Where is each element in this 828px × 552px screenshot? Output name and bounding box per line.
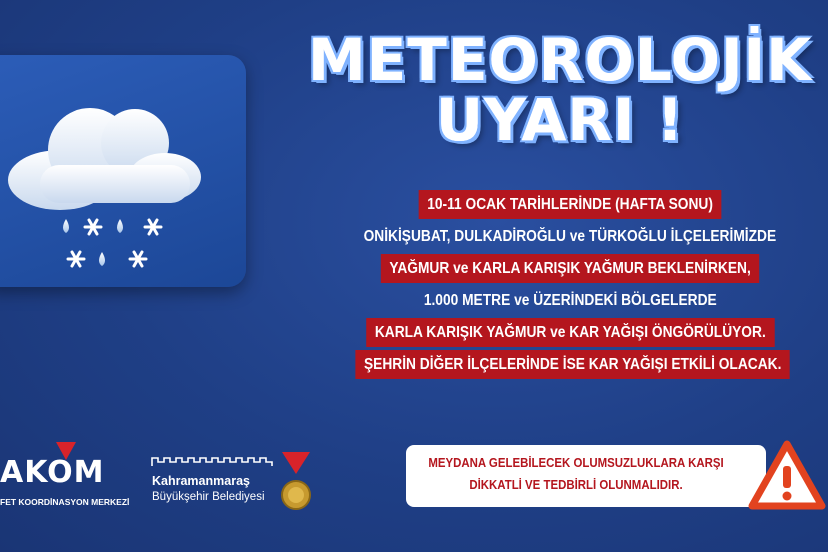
- notice-line-2: DİKKATLİ VE TEDBİRLİ OLUNMALIDIR.: [469, 477, 683, 492]
- municipality-name: Kahramanmaraş: [152, 474, 250, 488]
- warning-line: 1.000 METRE ve ÜZERİNDEKİ BÖLGELERDE: [423, 292, 717, 309]
- cloud-rain-snow-icon: [0, 55, 246, 287]
- warning-line: ONİKİŞUBAT, DULKADİROĞLU ve TÜRKOĞLU İLÇELERİMİZDE: [363, 228, 777, 245]
- warning-line: ŞEHRİN DİĞER İLÇELERİNDE İSE KAR YAĞIŞI ETKİLİ OLACAK.: [355, 350, 790, 379]
- municipality-subtitle: Büyükşehir Belediyesi: [152, 491, 265, 503]
- title-line-1: METEOROLOJİK: [307, 26, 813, 94]
- page-title: [300, 26, 820, 154]
- warning-triangle-icon: [748, 438, 826, 514]
- cloud: [8, 108, 201, 210]
- title-line-2: UYARI !: [435, 86, 685, 154]
- warning-lines: [320, 190, 820, 382]
- warning-line: 10-11 OCAK TARİHLERİNDE (HAFTA SONU): [419, 190, 722, 219]
- weather-card: [0, 55, 246, 287]
- akom-logo-subtitle: FET KOORDİNASYON MERKEZİ: [0, 497, 130, 507]
- warning-line: YAĞMUR ve KARLA KARIŞIK YAĞMUR BEKLENİRKEN,: [381, 254, 760, 283]
- notice-line-1: MEYDANA GELEBİLECEK OLUMSUZLUKLARA KARŞI: [428, 455, 724, 470]
- notice-text: [426, 452, 725, 496]
- warning-line: KARLA KARIŞIK YAĞMUR ve KAR YAĞIŞI ÖNGÖRÜLÜYOR.: [366, 318, 774, 347]
- akom-logo-text: AKOM: [0, 455, 105, 490]
